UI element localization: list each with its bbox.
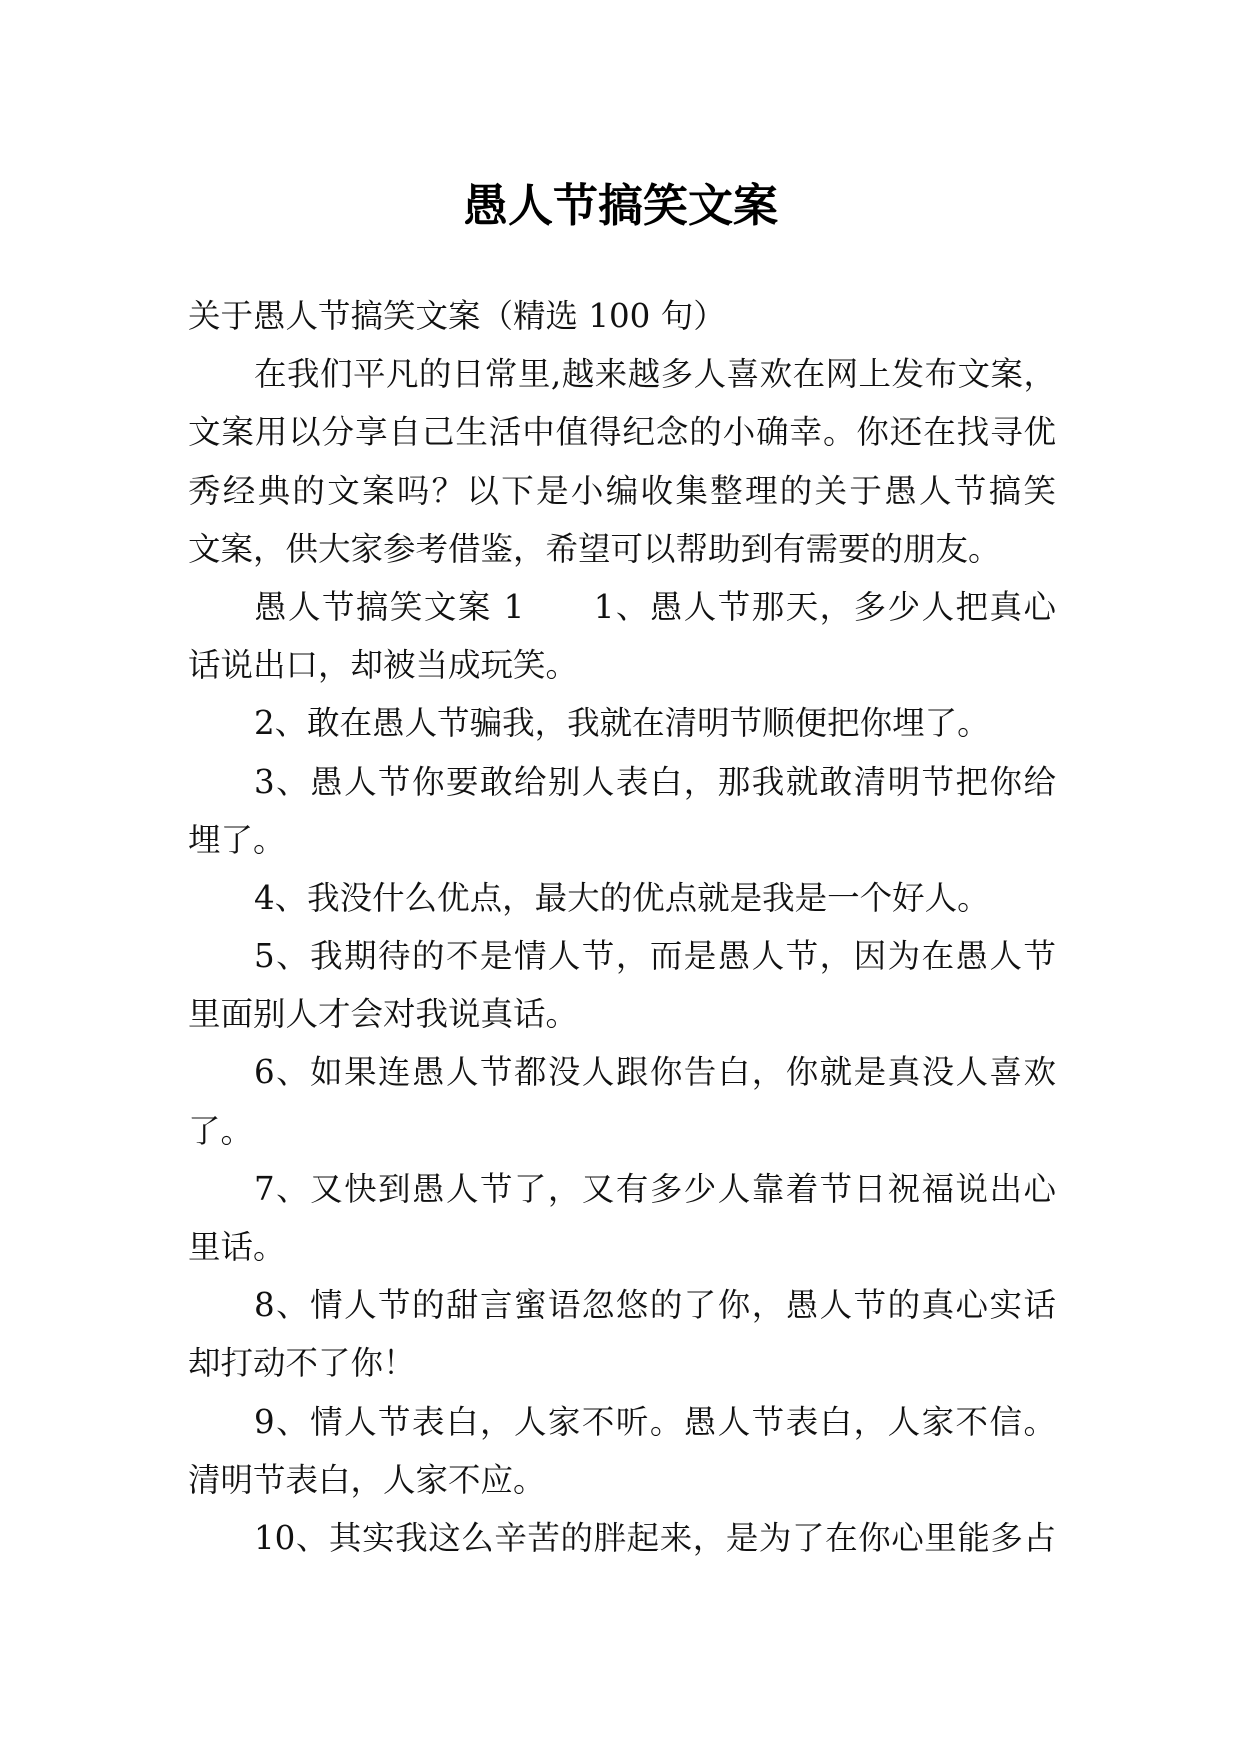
section-heading-line: 愚人节搞笑文案 1 1、愚人节那天，多少人把真心: [254, 587, 1056, 626]
body-line: 2、敢在愚人节骗我，我就在清明节顺便把你埋了。: [254, 704, 990, 743]
body-line: 10、其实我这么辛苦的胖起来，是为了在你心里能多占: [254, 1518, 1056, 1557]
body-line: 清明节表白，人家不应。: [188, 1460, 546, 1499]
body-line: 话说出口，却被当成玩笑。: [188, 646, 579, 685]
document-body: [188, 287, 1056, 1567]
body-line: 3、愚人节你要敢给别人表白，那我就敢清明节把你给: [254, 762, 1056, 801]
body-line: 里话。: [188, 1228, 286, 1266]
body-line: 在我们平凡的日常里,越来越多人喜欢在网上发布文案，: [254, 355, 1056, 394]
body-line: 文案用以分享自己生活中值得纪念的小确幸。你还在找寻优: [188, 413, 1056, 452]
body-line: 却打动不了你！: [188, 1344, 416, 1383]
intro-heading-line: 关于愚人节搞笑文案（精选 100 句）: [188, 297, 726, 335]
body-line: 了。: [188, 1111, 254, 1150]
body-line: 里面别人才会对我说真话。: [188, 995, 579, 1034]
body-line: 7、又快到愚人节了，又有多少人靠着节日祝福说出心: [254, 1169, 1056, 1208]
body-line: 埋了。: [188, 820, 286, 859]
body-line: 6、如果连愚人节都没人跟你告白，你就是真没人喜欢: [254, 1053, 1056, 1092]
body-line: 8、情人节的甜言蜜语忽悠的了你，愚人节的真心实话: [254, 1286, 1056, 1325]
document-title: 愚人节搞笑文案: [462, 179, 778, 232]
body-line: 秀经典的文案吗？以下是小编收集整理的关于愚人节搞笑: [188, 471, 1056, 510]
body-line: 4、我没什么优点，最大的优点就是我是一个好人。: [254, 878, 990, 917]
body-line: 文案，供大家参考借鉴，希望可以帮助到有需要的朋友。: [188, 529, 1001, 568]
body-line: 5、我期待的不是情人节，而是愚人节，因为在愚人节: [254, 937, 1056, 976]
body-line: 9、情人节表白，人家不听。愚人节表白，人家不信。: [254, 1402, 1056, 1441]
